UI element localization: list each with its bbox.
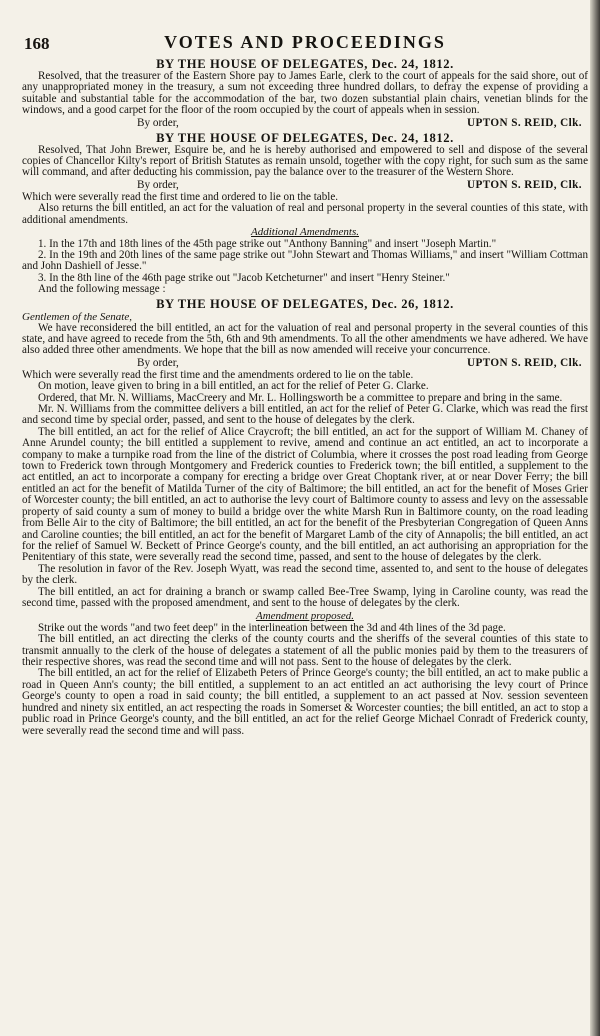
- block1-heading: BY THE HOUSE OF DELEGATES, Dec. 24, 1812.: [156, 57, 454, 71]
- amendment-3: 3. In the 8th line of the 46th page strike out "Jacob Ketcheturner" and insert "Henry Steiner.": [38, 271, 450, 284]
- block3-heading: BY THE HOUSE OF DELEGATES, Dec. 26, 1812.: [156, 296, 454, 311]
- by-order-label: By order,: [137, 356, 179, 369]
- amendment-1: 1. In the 17th and 18th lines of the 45th page strike out "Anthony Banning" and insert "Joseph Martin.": [38, 237, 497, 250]
- block3-message: We have reconsidered the bill entitled, an act for the valuation of real and personal property in the several counties of this state, and have agreed to recede from the 5th, 6th and 9th amendments. To all the other amendments we have adhered. We have also added three other amendments. We hope that the bill as now amended will receive your concurrence.: [22, 321, 588, 357]
- page-edge-shadow: [590, 0, 600, 1036]
- closing-paragraph: The bill entitled, an act for the relief of Elizabeth Peters of Prince George's county; the bill entitled, an act to make public a road in Queen Ann's county; the bill entitled, a supplement to an act entitled an act authorising the levy court of Prince George's county to open a road in said county; the bill entitled, a supplement to an act passed at Nov. session seventeen hundred and ninety six entitled, an act respecting the roads in Somerset & Worcester counties; the bill entitled, an act to stop a public road in Prince George's county, and the bill entitled, an act for the relief George Michael Conradt of Frederick county, were severally read the second time and will pass.: [22, 667, 588, 737]
- proceedings-paragraph: The resolution in favor of the Rev. Joseph Wyatt, was read the second time, assented to, and sent to the house of delegates by the clerk.: [22, 562, 588, 587]
- by-order-label: By order,: [137, 178, 179, 191]
- block3-signature-line: [22, 357, 588, 370]
- proceedings-paragraph: The bill entitled, an act for the relief of Alice Craycroft; the bill entitled, an act for the support of William M. Chaney of Anne Arundel county; the bill entitled a supplement to revive, amend and continue an act entitled, an act to incorporate a company to make a turnpike road from the line of the district of Columbia, where it crosses the post road leading from George town to Frederick town through Montgomery and Frederick counties to Frederick town; the bill entitled, a supplement to the act entitled, an act to incorporate a company for erecting a bridge over Great Choptank river, at or near Dover Ferry; the bill entitled an act for the benefit of Matilda Turner of the city of Baltimore; the bill entitled, an act for the benefit of Moses Grier of Worcester county; the bill entitled, an act to authorise the levy court of Baltimore county to assess and levy on the assessable property of said county a sum of money to build a bridge over the white Marsh Run in Baltimore county, on the road leading from Belle Air to the city of Baltimore; the bill entitled, an act for the benefit of the Presbyterian Congregation of Queen Anns and Caroline counties; the bill entitled, an act for the benefit of Margaret Lamb of the city of Annapolis; the bill entitled, an act for the relief of Samuel W. Beckett of Prince George's county, and the bill entitled, an act authorising an appropriation for the Penitentiary of this state, were severally read the second time, passed, and sent to the house of delegates by the clerk.: [22, 425, 588, 564]
- block1-resolution: Resolved, that the treasurer of the Eastern Shore pay to James Earle, clerk to the court of appeals for the said shore, out of any unappropriated money in the treasury, a sum not exceeding three hundred dollars, to defray the expense of providing a suitable and substantial table for the accommodation of the bar, two dozen substantial plain chairs, venetian blinds for the windows, and a good carpet for the floor of the room occupied by the court of appeals when in session.: [22, 70, 588, 117]
- read-first-time-note: Which were severally read the first time and ordered to lie on the table.: [22, 190, 339, 203]
- proceedings-paragraph: Ordered, that Mr. N. Williams, MacCreery and Mr. L. Hollingsworth be a committee to prepare and bring in the same.: [38, 391, 563, 404]
- proceedings-paragraph: The bill entitled, an act for draining a branch or swamp called Bee-Tree Swamp, lying in Caroline county, was read the second time, passed with the proposed amendment, and sent to the house of delegates by the clerk.: [22, 585, 588, 609]
- proceedings-paragraph: On motion, leave given to bring in a bill entitled, an act for the relief of Peter G. Clarke.: [38, 380, 429, 393]
- amendment-proposed-heading: Amendment proposed.: [256, 610, 354, 623]
- amendment-proposed-text: Strike out the words "and two feet deep" in the interlineation between the 3d and 4th lines of the 3d page.: [38, 621, 506, 634]
- clerk-signature: UPTON S. REID, Clk.: [467, 116, 582, 129]
- following-message: And the following message :: [38, 283, 166, 296]
- page-number: 168: [24, 34, 50, 53]
- additional-amendments-heading: Additional Amendments.: [251, 226, 359, 239]
- proceedings-paragraph: Mr. N. Williams from the committee delivers a bill entitled, an act for the relief of Peter G. Clarke, which was read the first and second time by special order, passed, and sent to the house of delegates by the clerk.: [22, 403, 588, 427]
- page-header: [22, 30, 588, 56]
- by-order-label: By order,: [137, 116, 179, 129]
- block2-signature-line: [22, 179, 588, 192]
- closing-paragraph: The bill entitled, an act directing the clerks of the county courts and the sheriffs of the several counties of this state to transmit annually to the clerk of the house of delegates a statement of all the public monies paid by them to the treasurers of their respective shores, was read the second time and will not pass. Sent to the house of delegates by the clerk.: [22, 633, 588, 669]
- amendment-2: 2. In the 19th and 20th lines of the same page strike out "John Stewart and Thomas Williams," and insert "William Cottman and John Dashiell of Jesse.": [22, 248, 588, 273]
- returns-bill-paragraph: Also returns the bill entitled, an act for the valuation of real and personal property in the several counties of this state, with additional amendments.: [22, 202, 588, 226]
- block2-heading: BY THE HOUSE OF DELEGATES, Dec. 24, 1812.: [156, 130, 454, 145]
- running-title: VOTES AND PROCEEDINGS: [164, 32, 446, 52]
- block2-resolution: Resolved, That John Brewer, Esquire be, and he is hereby authorised and empowered to sell and dispose of the several copies of Chancellor Kilty's report of British Statutes as remain unsold, together with the copy right, for such sum as the same will command, and after deducting his commission, pay the balance over to the treasurer of the Western Shore.: [22, 143, 588, 179]
- proceedings-paragraph: Which were severally read the first time and the amendments ordered to lie on the table.: [22, 368, 414, 381]
- block1-signature-line: [22, 117, 588, 130]
- clerk-signature: UPTON S. REID, Clk.: [467, 178, 582, 191]
- salutation: Gentlemen of the Senate,: [22, 310, 132, 323]
- clerk-signature: UPTON S. REID, Clk.: [467, 356, 582, 369]
